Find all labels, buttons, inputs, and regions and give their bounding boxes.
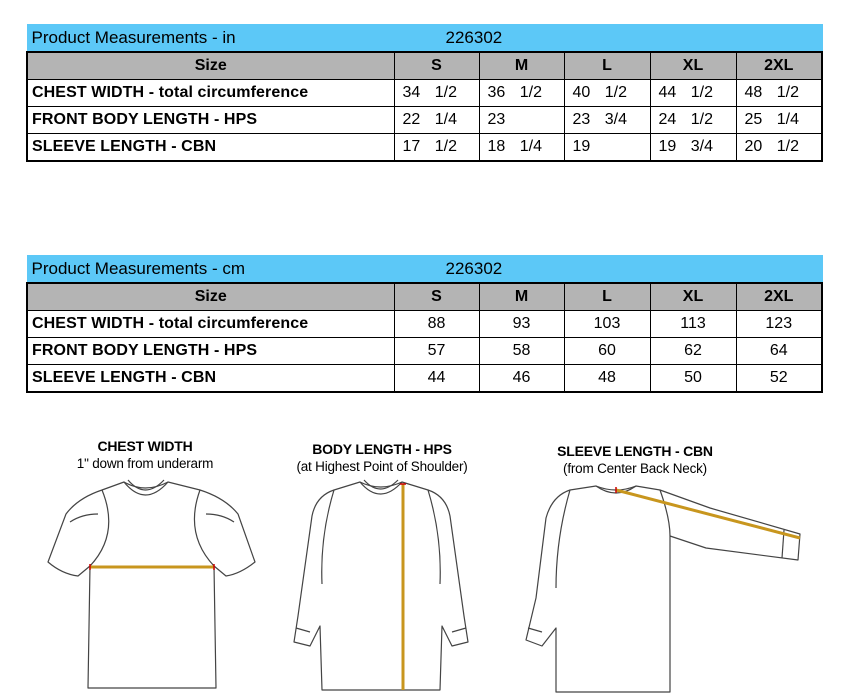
- table-row: [27, 365, 822, 393]
- diagram-title: SLEEVE LENGTH - CBN: [557, 443, 713, 459]
- size-col: 2XL: [736, 52, 822, 80]
- cell-value: 113: [650, 311, 736, 338]
- diagram-caption-sleeve: [520, 443, 750, 477]
- size-header-row: [27, 283, 822, 311]
- cell-value: 22 1/4: [394, 107, 479, 134]
- size-header: Size: [27, 52, 394, 80]
- diagram-subtitle: (at Highest Point of Shoulder): [296, 459, 468, 474]
- cell-value: 25 1/4: [736, 107, 822, 134]
- cell-value: 23: [479, 107, 564, 134]
- size-col: L: [564, 52, 650, 80]
- size-col: XL: [650, 52, 736, 80]
- diagram-subtitle: (from Center Back Neck): [563, 461, 707, 476]
- cell-value: 19: [564, 134, 650, 162]
- table-row: [27, 338, 822, 365]
- cell-value: 88: [394, 311, 479, 338]
- size-col: S: [394, 52, 479, 80]
- row-label: FRONT BODY LENGTH - HPS: [27, 338, 394, 365]
- table-title-row: [27, 256, 822, 284]
- diagram-caption-chest: [40, 438, 250, 472]
- row-label: FRONT BODY LENGTH - HPS: [27, 107, 394, 134]
- cell-value: 48 1/2: [736, 80, 822, 107]
- longsleeve-body-diagram: [280, 476, 485, 694]
- size-header: Size: [27, 283, 394, 311]
- cell-value: 103: [564, 311, 650, 338]
- cell-value: 44: [394, 365, 479, 393]
- diagram-caption-body: [262, 441, 502, 475]
- diagram-subtitle: 1" down from underarm: [76, 456, 214, 471]
- diagram-title: CHEST WIDTH: [97, 438, 193, 454]
- row-label: SLEEVE LENGTH - CBN: [27, 134, 394, 162]
- cell-value: 18 1/4: [479, 134, 564, 162]
- table-row: [27, 107, 822, 134]
- cell-value: 58: [479, 338, 564, 365]
- table-row: [27, 80, 822, 107]
- cell-value: 60: [564, 338, 650, 365]
- cell-value: 52: [736, 365, 822, 393]
- size-header-row: [27, 52, 822, 80]
- cell-value: 57: [394, 338, 479, 365]
- cell-value: 64: [736, 338, 822, 365]
- cell-value: 93: [479, 311, 564, 338]
- size-col: S: [394, 283, 479, 311]
- cell-value: 44 1/2: [650, 80, 736, 107]
- size-col: L: [564, 283, 650, 311]
- cell-value: 17 1/2: [394, 134, 479, 162]
- cell-value: 123: [736, 311, 822, 338]
- size-col: 2XL: [736, 283, 822, 311]
- table-row: [27, 134, 822, 162]
- size-col: M: [479, 283, 564, 311]
- cell-value: 19 3/4: [650, 134, 736, 162]
- cell-value: 36 1/2: [479, 80, 564, 107]
- cell-value: 34 1/2: [394, 80, 479, 107]
- size-col: M: [479, 52, 564, 80]
- table-title: Product Measurements - cm: [27, 256, 394, 284]
- longsleeve-sleeve-diagram: [520, 478, 810, 694]
- cell-value: 24 1/2: [650, 107, 736, 134]
- style-number: 226302: [394, 256, 822, 284]
- size-col: XL: [650, 283, 736, 311]
- cell-value: 48: [564, 365, 650, 393]
- diagram-title: BODY LENGTH - HPS: [312, 441, 452, 457]
- cell-value: 40 1/2: [564, 80, 650, 107]
- row-label: SLEEVE LENGTH - CBN: [27, 365, 394, 393]
- style-number: 226302: [394, 25, 822, 53]
- table-title: Product Measurements - in: [27, 25, 394, 53]
- table-row: [27, 311, 822, 338]
- cell-value: 50: [650, 365, 736, 393]
- measurements-table-cm: [26, 255, 823, 393]
- cell-value: 46: [479, 365, 564, 393]
- tshirt-chest-diagram: [40, 474, 260, 692]
- cell-value: 62: [650, 338, 736, 365]
- row-label: CHEST WIDTH - total circumference: [27, 311, 394, 338]
- row-label: CHEST WIDTH - total circumference: [27, 80, 394, 107]
- cell-value: 23 3/4: [564, 107, 650, 134]
- cell-value: 20 1/2: [736, 134, 822, 162]
- table-title-row: [27, 25, 822, 53]
- measurements-table-in: [26, 24, 823, 162]
